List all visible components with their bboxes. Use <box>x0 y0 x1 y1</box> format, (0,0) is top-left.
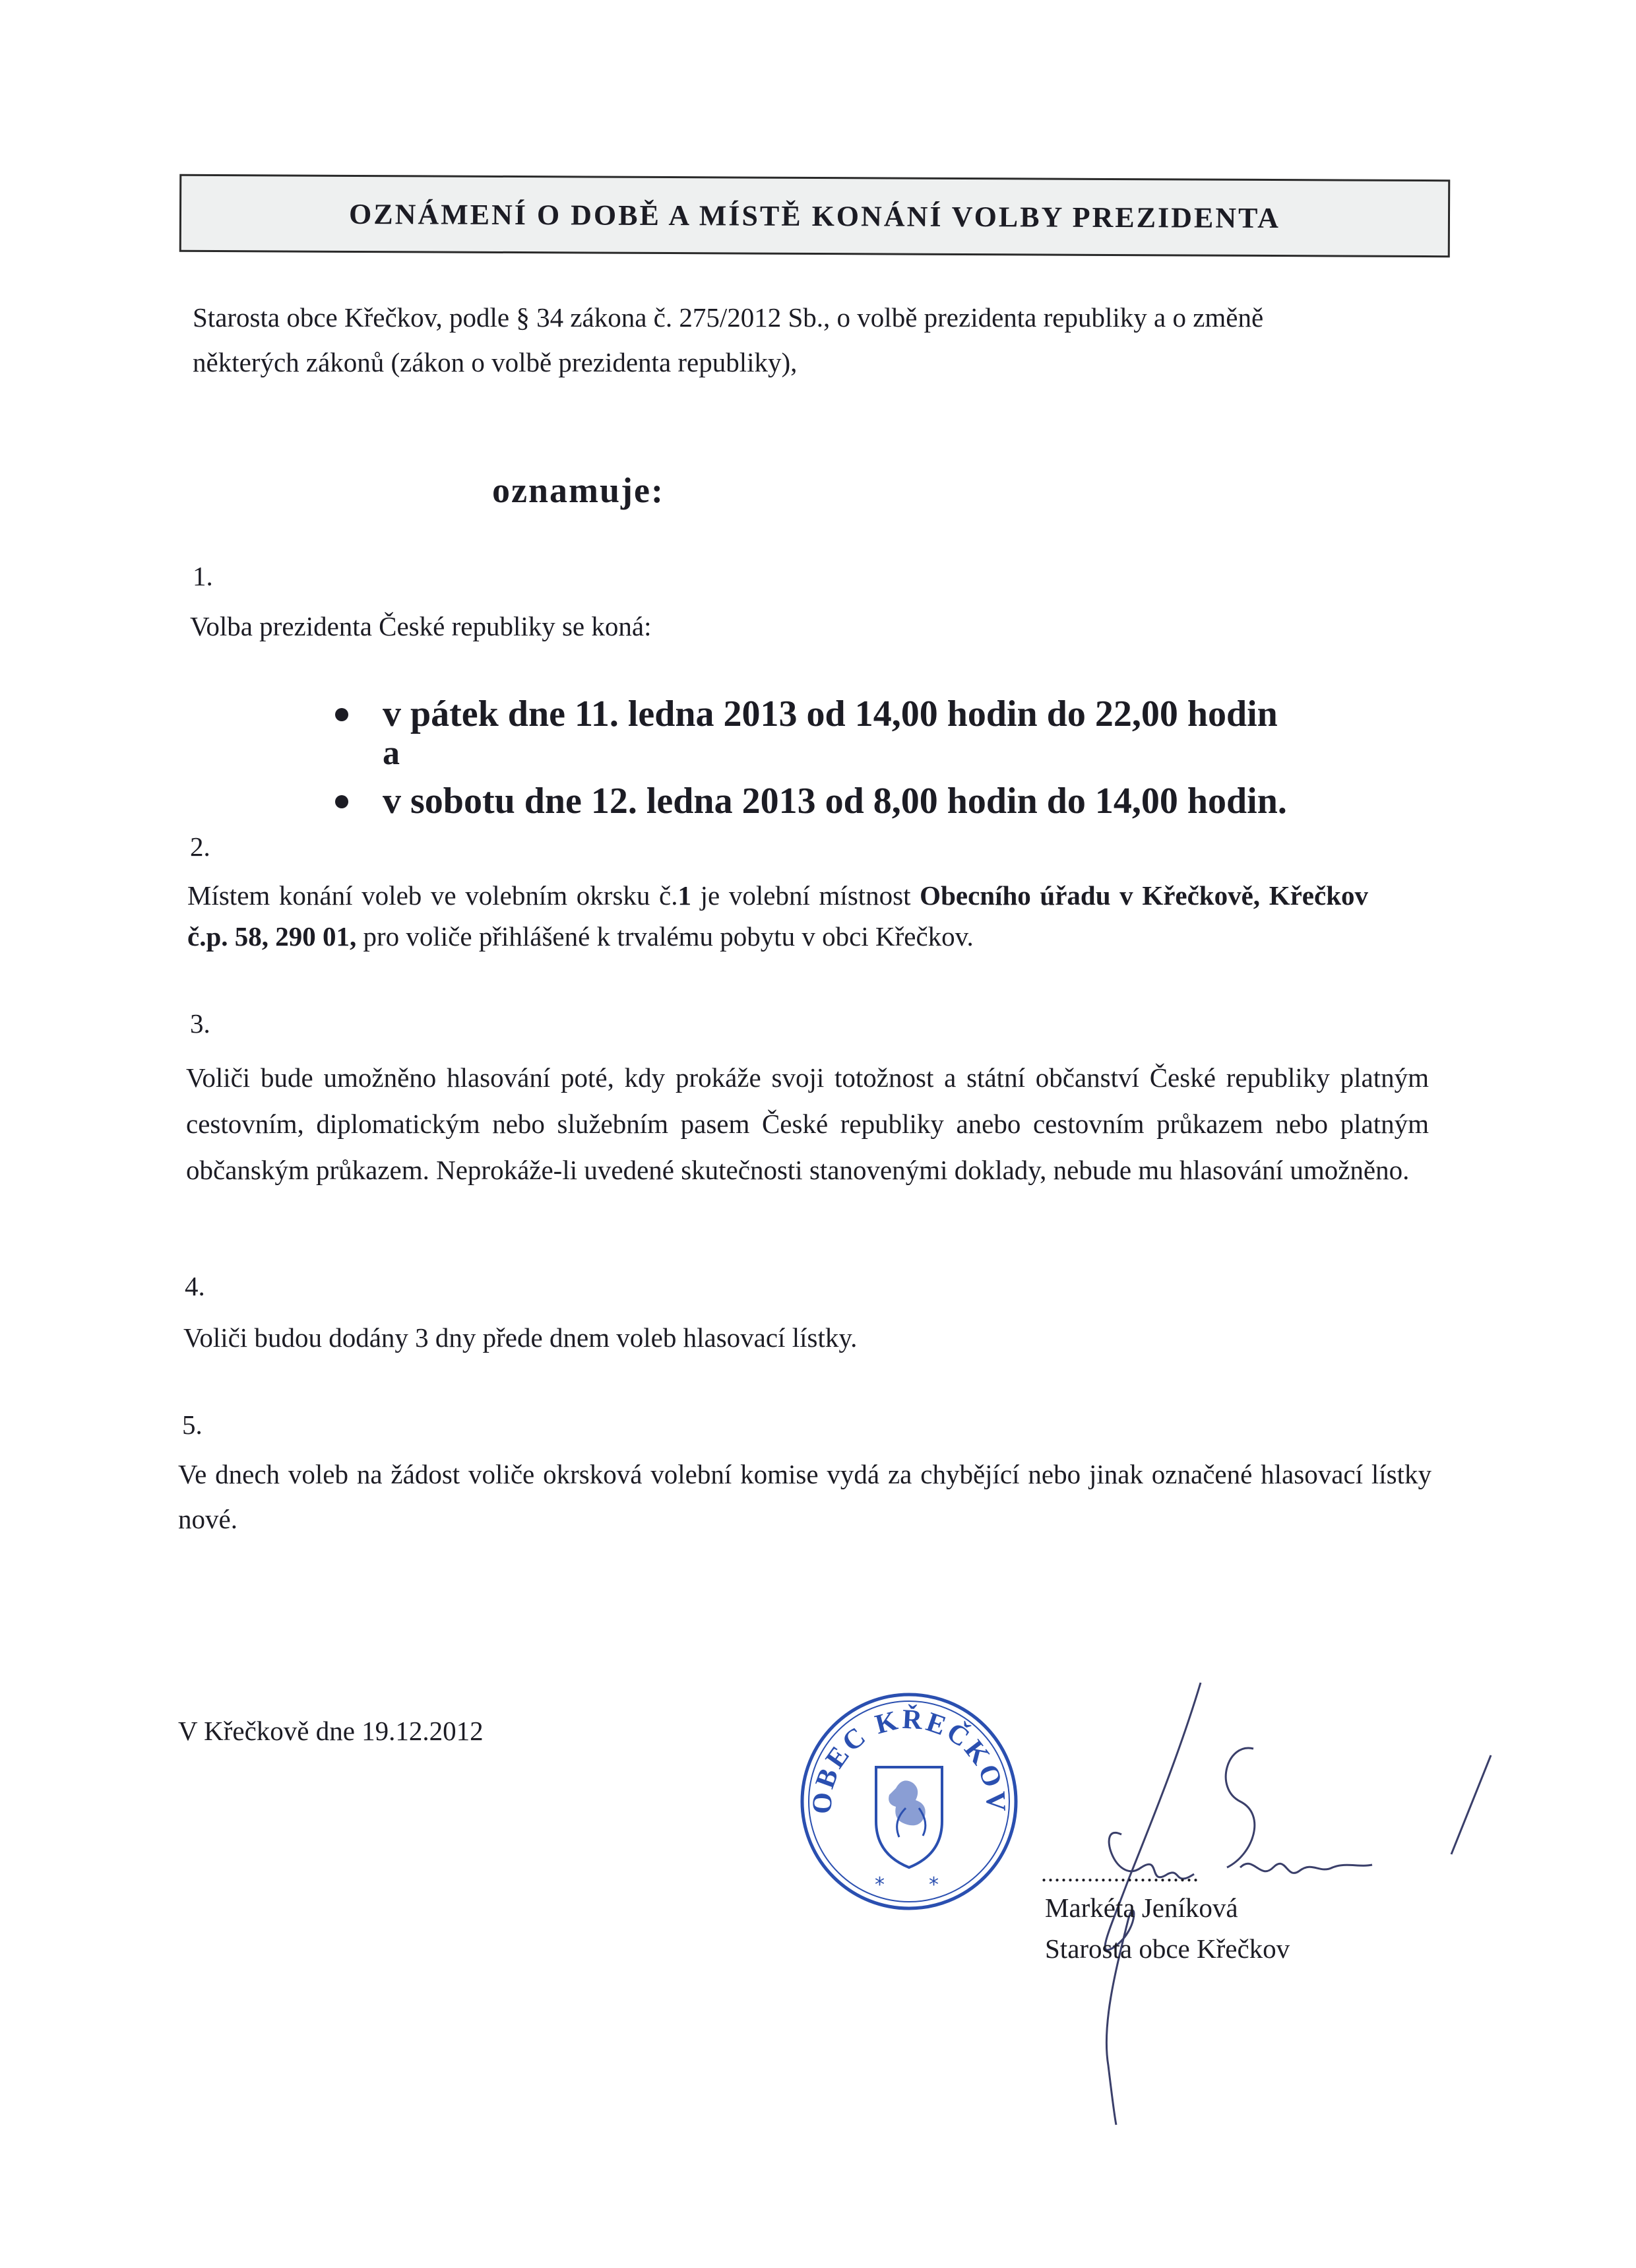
stamp-text: OBEC KŘEČKOV <box>807 1704 1011 1815</box>
section-2-bold-place: Obecního úřadu v Křečkově, Křečkov č.p. 58, 290 01, <box>187 880 1368 952</box>
document-title: OZNÁMENÍ O DOBĚ A MÍSTĚ KONÁNÍ VOLBY PREZIDENTA <box>348 197 1281 234</box>
bullet-connector: a <box>383 734 400 772</box>
section-3-text: Voliči bude umožněno hlasování poté, kdy prokáže svoji totožnost a státní občanství České republiky platným cestovním, diplomatickým nebo služebním pasem České republiky anebo cestovním průkazem nebo platným občanským průkazem. Neprokáže-li uvedené skutečnosti stanovenými doklady, nebude mu hlasování umožněno. <box>186 1062 1429 1185</box>
date-bullet-1: v pátek dne 11. ledna 2013 od 14,00 hodin do 22,00 hodin <box>383 694 1278 734</box>
section-2-text <box>187 875 1368 957</box>
svg-text:*: * <box>875 1873 885 1896</box>
title-box <box>179 174 1450 257</box>
signer-name: Markéta Jeníková <box>1045 1893 1238 1923</box>
date-bullet-2: v sobotu dne 12. ledna 2013 od 8,00 hodin do 14,00 hodin. <box>383 781 1287 822</box>
section-1-text: Volba prezidenta České republiky se koná: <box>190 611 652 641</box>
heading-oznamuje: oznamuje: <box>492 470 664 510</box>
section-3-number: 3. <box>190 1008 210 1039</box>
signature-dots: ........................ <box>1041 1860 1199 1887</box>
section-1-number: 1. <box>193 561 213 591</box>
svg-text:*: * <box>929 1873 939 1896</box>
section-4-text: Voliči budou dodány 3 dny přede dnem voleb hlasovací lístky. <box>183 1322 858 1353</box>
section-2-part-b: je volební místnost <box>691 880 920 911</box>
place-date: V Křečkově dne 19.12.2012 <box>178 1716 484 1746</box>
section-2-bold-okrsek: 1 <box>677 880 692 911</box>
section-5-text: Ve dnech voleb na žádost voliče okrsková volební komise vydá za chybějící nebo jinak označené hlasovací lístky nové. <box>178 1459 1432 1534</box>
section-2-part-c: pro voliče přihlášené k trvalému pobytu v obci Křečkov. <box>356 921 974 952</box>
section-2-part-a: Místem konání voleb ve volebním okrsku č. <box>187 880 678 911</box>
bullet-dot-2 <box>335 795 348 808</box>
bullet-dot-1 <box>335 708 348 721</box>
intro-line-1: Starosta obce Křečkov, podle § 34 zákona č. 275/2012 Sb., o volbě prezidenta republiky a o změně <box>193 302 1264 333</box>
section-4-number: 4. <box>185 1271 205 1301</box>
signer-title: Starosta obce Křečkov <box>1045 1933 1290 1964</box>
intro-line-2: některých zákonů (zákon o volbě prezidenta republiky), <box>193 347 798 377</box>
section-2-number: 2. <box>190 831 210 862</box>
section-5-number: 5. <box>182 1409 203 1440</box>
